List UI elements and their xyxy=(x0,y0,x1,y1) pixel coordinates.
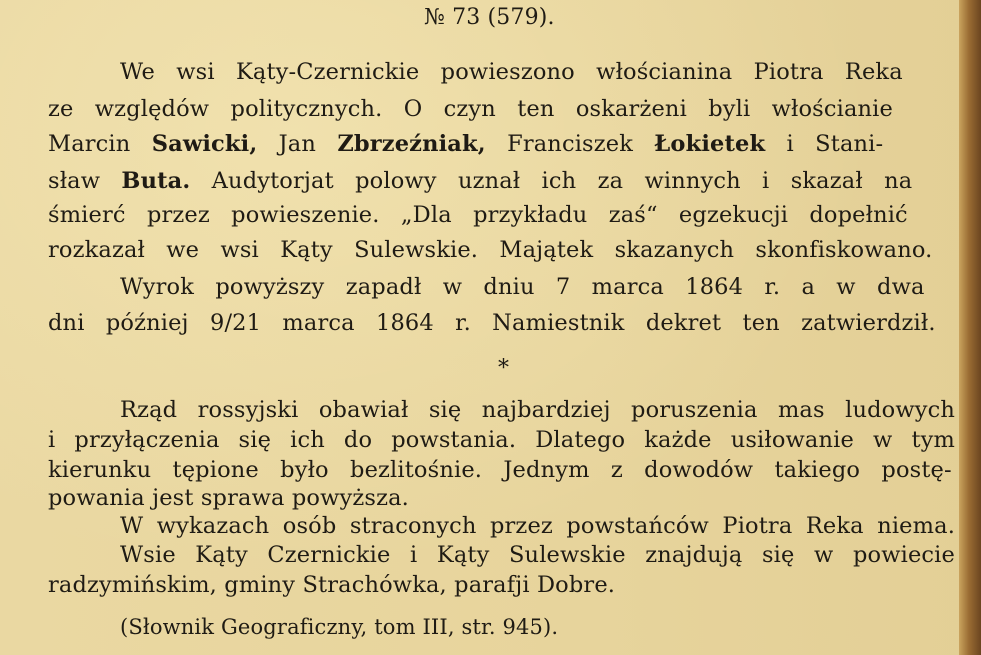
text-run: śmierć przez powieszenie. „Dla przykładu zaś“ egzekucji dopełnić xyxy=(48,202,908,228)
text-line xyxy=(120,273,925,301)
section-separator: * xyxy=(498,356,509,381)
text-run: kierunku tępione było bezlitośnie. Jednym z dowodów takiego postę- xyxy=(48,457,952,483)
text-run: We wsi Kąty-Czernickie powieszono włościanina Piotra Reka xyxy=(120,59,903,85)
text-run: powania jest sprawa powyższa. xyxy=(48,485,409,511)
bold-surname: Sawicki, xyxy=(151,131,258,157)
bold-surname: Zbrzeźniak, xyxy=(337,131,486,157)
text-line xyxy=(48,95,893,123)
text-run: Rząd rossyjski obawiał się najbardziej poruszenia mas ludowych xyxy=(120,397,955,423)
text-line xyxy=(48,571,615,599)
text-run: i Stani- xyxy=(765,131,884,157)
text-run: Wsie Kąty Czernickie i Kąty Sulewskie znajdują się w powiecie xyxy=(120,542,955,568)
text-line xyxy=(48,484,409,512)
text-line xyxy=(48,236,932,264)
text-run: Marcin xyxy=(48,131,152,157)
source-citation: (Słownik Geograficzny, tom III, str. 945). xyxy=(120,615,559,639)
bold-surname: Łokietek xyxy=(654,131,766,157)
text-line xyxy=(48,456,952,484)
text-line xyxy=(120,58,903,86)
text-run: dni później 9/21 marca 1864 r. Namiestnik dekret ten zatwierdził. xyxy=(48,310,936,336)
book-gutter xyxy=(959,0,981,655)
text-run: i przyłączenia się ich do powstania. Dlatego każde usiłowanie w tym xyxy=(48,427,955,453)
text-line xyxy=(120,512,955,540)
text-line xyxy=(48,309,936,337)
bold-surname: Buta. xyxy=(121,168,191,194)
issue-number-header: № 73 (579). xyxy=(424,5,555,30)
text-line xyxy=(48,426,955,454)
text-run: Jan xyxy=(257,131,338,157)
text-run: ze względów politycznych. O czyn ten oskarżeni byli włościanie xyxy=(48,96,893,122)
text-line xyxy=(120,396,955,424)
text-run: sław xyxy=(48,168,122,194)
text-line xyxy=(48,167,912,195)
text-run: Franciszek xyxy=(485,131,655,157)
text-line xyxy=(48,201,908,229)
text-line xyxy=(48,130,883,158)
text-line xyxy=(120,541,955,569)
text-run: rozkazał we wsi Kąty Sulewskie. Majątek skazanych skonfiskowano. xyxy=(48,237,933,263)
text-run: radzymińskim, gminy Strachówka, parafji Dobre. xyxy=(48,572,616,598)
text-run: Wyrok powyższy zapadł w dniu 7 marca 1864 r. a w dwa xyxy=(120,274,925,300)
text-run: Audytorjat polowy uznał ich za winnych i skazał na xyxy=(190,168,913,194)
text-run: W wykazach osób straconych przez powstańców Piotra Reka niema. xyxy=(120,513,955,539)
